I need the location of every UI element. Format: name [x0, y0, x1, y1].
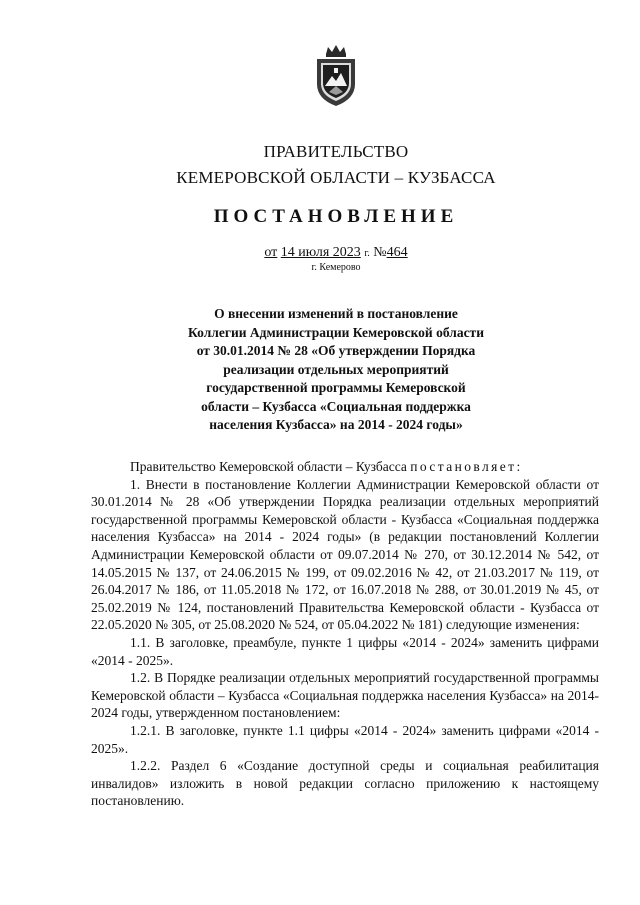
document-type: ПОСТАНОВЛЕНИЕ	[213, 206, 459, 227]
paragraph-1-2-1: 1.2.1. В заголовке, пункте 1.1 цифры «2014 - 2024» заменить цифрами «2014 - 2025».	[91, 722, 599, 756]
document-body	[91, 458, 599, 810]
title-line: от 30.01.2014 № 28 «Об утверждении Порядка	[196, 343, 476, 358]
title-line: населения Кузбасса» на 2014 - 2024 годы»	[209, 417, 463, 432]
intro-lead: Правительство Кемеровской области – Кузбасса	[130, 459, 407, 474]
document-date: 14 июля 2023	[280, 245, 361, 260]
intro-paragraph	[91, 458, 599, 476]
intro-colon: :	[516, 459, 521, 474]
government-title-line-2: КЕМЕРОВСКОЙ ОБЛАСТИ – КУЗБАССА	[176, 168, 496, 187]
document-title	[150, 305, 522, 435]
number-sign: №	[373, 245, 387, 260]
intro-resolves: постановляет	[410, 459, 517, 474]
title-line: области – Кузбасса «Социальная поддержка	[201, 398, 471, 414]
year-suffix: г.	[364, 248, 370, 259]
paragraph-1: 1. Внести в постановление Коллегии Администрации Кемеровской области от 30.01.2014 № 28 «Об утверждении Порядка реализации отдельных мероприятий государственной программы Кемеровской области - Кузбасса «Социальная поддержка населения Кузбасса» на 2014 - 2024 годы» (в редакции постановлений Коллегии Администрации Кемеровской области от 09.07.2014 № 270, от 30.12.2014 № 542, от 14.05.2015 № 137, от 24.06.2015 № 199, от 09.02.2016 № 42, от 21.03.2017 № 119, от 26.04.2017 № 186, от 11.05.2018 № 172, от 16.07.2018 № 288, от 30.01.2019 № 45, от 25.02.2019 № 124, постановлений Правительства Кемеровской области - Кузбасса от 22.05.2020 № 305, от 25.08.2020 № 524, от 05.04.2022 № 181) следующие изменения:	[91, 476, 599, 633]
paragraph-1-2: 1.2. В Порядке реализации отдельных мероприятий государственной программы Кемеровской области – Кузбасса «Социальная поддержка населения Кузбасса» на 2014-2024 годы, утвержденном постановлением:	[91, 670, 599, 721]
date-prefix: от	[264, 245, 278, 260]
title-line: О внесении изменений в постановление	[214, 306, 458, 321]
government-title-line-1: ПРАВИТЕЛЬСТВО	[263, 142, 409, 161]
date-line	[0, 245, 640, 261]
title-line: Коллегии Администрации Кемеровской области	[188, 324, 484, 340]
document-number: 464	[386, 245, 408, 260]
paragraph-1-1: 1.1. В заголовке, преамбуле, пункте 1 цифры «2014 - 2024» заменить цифрами «2014 - 2025».	[91, 634, 599, 668]
paragraph-1-2-2: 1.2.2. Раздел 6 «Создание доступной среды и социальная реабилитация инвалидов» изложить в новой редакции согласно приложению к настоящему постановлению.	[91, 758, 599, 809]
title-line: реализации отдельных мероприятий	[223, 361, 449, 377]
city: г. Кемерово	[311, 262, 361, 273]
coat-of-arms-icon	[313, 44, 359, 108]
title-line: государственной программы Кемеровской	[206, 380, 466, 395]
